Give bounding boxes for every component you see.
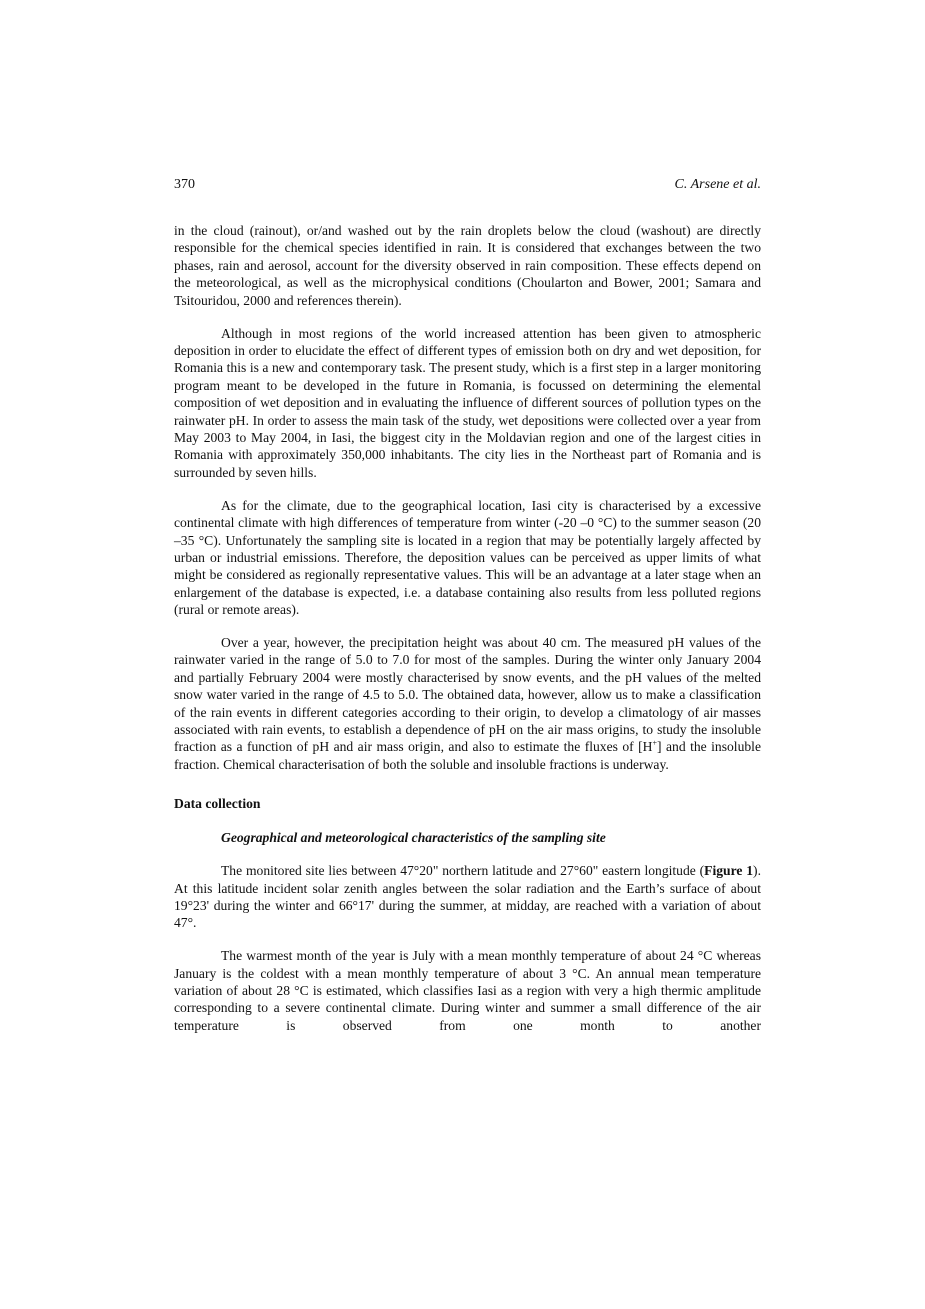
paragraph: As for the climate, due to the geographical location, Iasi city is characterised by a excessive continental climate with high differences of temperature from winter (-20 –0 °C) to the summer season (20 –35 °C). Unfortunately the sampling site is located in a region that may be potentially largely affected by urban or industrial emissions. Therefore, the deposition values can be perceived as upper limits of what might be considered as regionally representative values. This will be an advantage at a later stage when an enlargement of the database is expected, i.e. a database containing also results from less polluted regions (rural or remote areas). xyxy=(174,497,761,618)
page-number: 370 xyxy=(174,177,195,192)
body-text xyxy=(174,222,761,1050)
section-heading: Data collection xyxy=(174,796,261,812)
text-run: ). At this latitude incident solar zenith angles between the solar radiation and the Earth’s surface of about 19°23' during the winter and 66°17' during the summer, at midday, are reached with a variation of about 47°. xyxy=(174,863,761,931)
text-run: Over a year, however, the precipitation height was about 40 cm. The measured pH values of the rainwater varied in the range of 5.0 to 7.0 for most of the samples. During the winter only January 2004 and partially February 2004 were mostly characterised by snow events, and the pH values of the melted snow water varied in the range of 4.5 to 5.0. The obtained data, however, allow us to make a classification of the rain events in different categories according to their origin, to develop a climatology of air masses associated with rain events, to establish a dependence of pH on the air mass origins, to study the insoluble fraction as a function of pH and air mass origin, and also to estimate the fluxes of [H xyxy=(174,635,761,755)
text-run: The monitored site lies between 47°20" northern latitude and 27°60" eastern longitude ( xyxy=(221,863,705,879)
text-run: ] and the insoluble fraction. Chemical characterisation of both the soluble and insoluble fractions is underway. xyxy=(174,739,761,772)
running-header xyxy=(174,177,761,193)
paragraph: in the cloud (rainout), or/and washed out by the rain droplets below the cloud (washout) are directly responsible for the chemical species identified in rain. It is considered that exchanges between the two phases, rain and aerosol, account for the diversity observed in rain composition. These effects depend on the meteorological, as well as the microphysical conditions (Choularton and Bower, 2001; Samara and Tsitouridou, 2000 and references therein). xyxy=(174,223,761,308)
paragraph xyxy=(174,634,761,773)
figure-reference: Figure 1 xyxy=(704,863,754,879)
superscript: + xyxy=(652,738,658,748)
running-authors: C. Arsene et al. xyxy=(674,177,761,192)
paragraph: The warmest month of the year is July with a mean monthly temperature of about 24 °C whereas January is the coldest with a mean monthly temperature of about 3 °C. An annual mean temperature variation of about 28 °C is estimated, which classifies Iasi as a region with very a high thermic amplitude corresponding to a severe continental climate. During winter and summer a small difference of the air temperature is observed from one month to another xyxy=(174,948,761,1033)
subsection-heading: Geographical and meteorological characteristics of the sampling site xyxy=(221,829,606,845)
paragraph: Although in most regions of the world increased attention has been given to atmospheric deposition in order to elucidate the effect of different types of emission both on dry and wet deposition, for Romania this is a new and contemporary task. The present study, which is a first step in a larger monitoring program meant to be developed in the future in Romania, is focussed on determining the elemental composition of wet deposition and in evaluating the influence of different sources of pollution types on the rainwater pH. In order to assess the main task of the study, wet depositions were collected over a year from May 2003 to May 2004, in Iasi, the biggest city in the Moldavian region and one of the largest cities in Romania with approximately 350,000 inhabitants. The city lies in the Northeast part of Romania and is surrounded by seven hills. xyxy=(174,325,761,480)
paragraph xyxy=(174,862,761,932)
